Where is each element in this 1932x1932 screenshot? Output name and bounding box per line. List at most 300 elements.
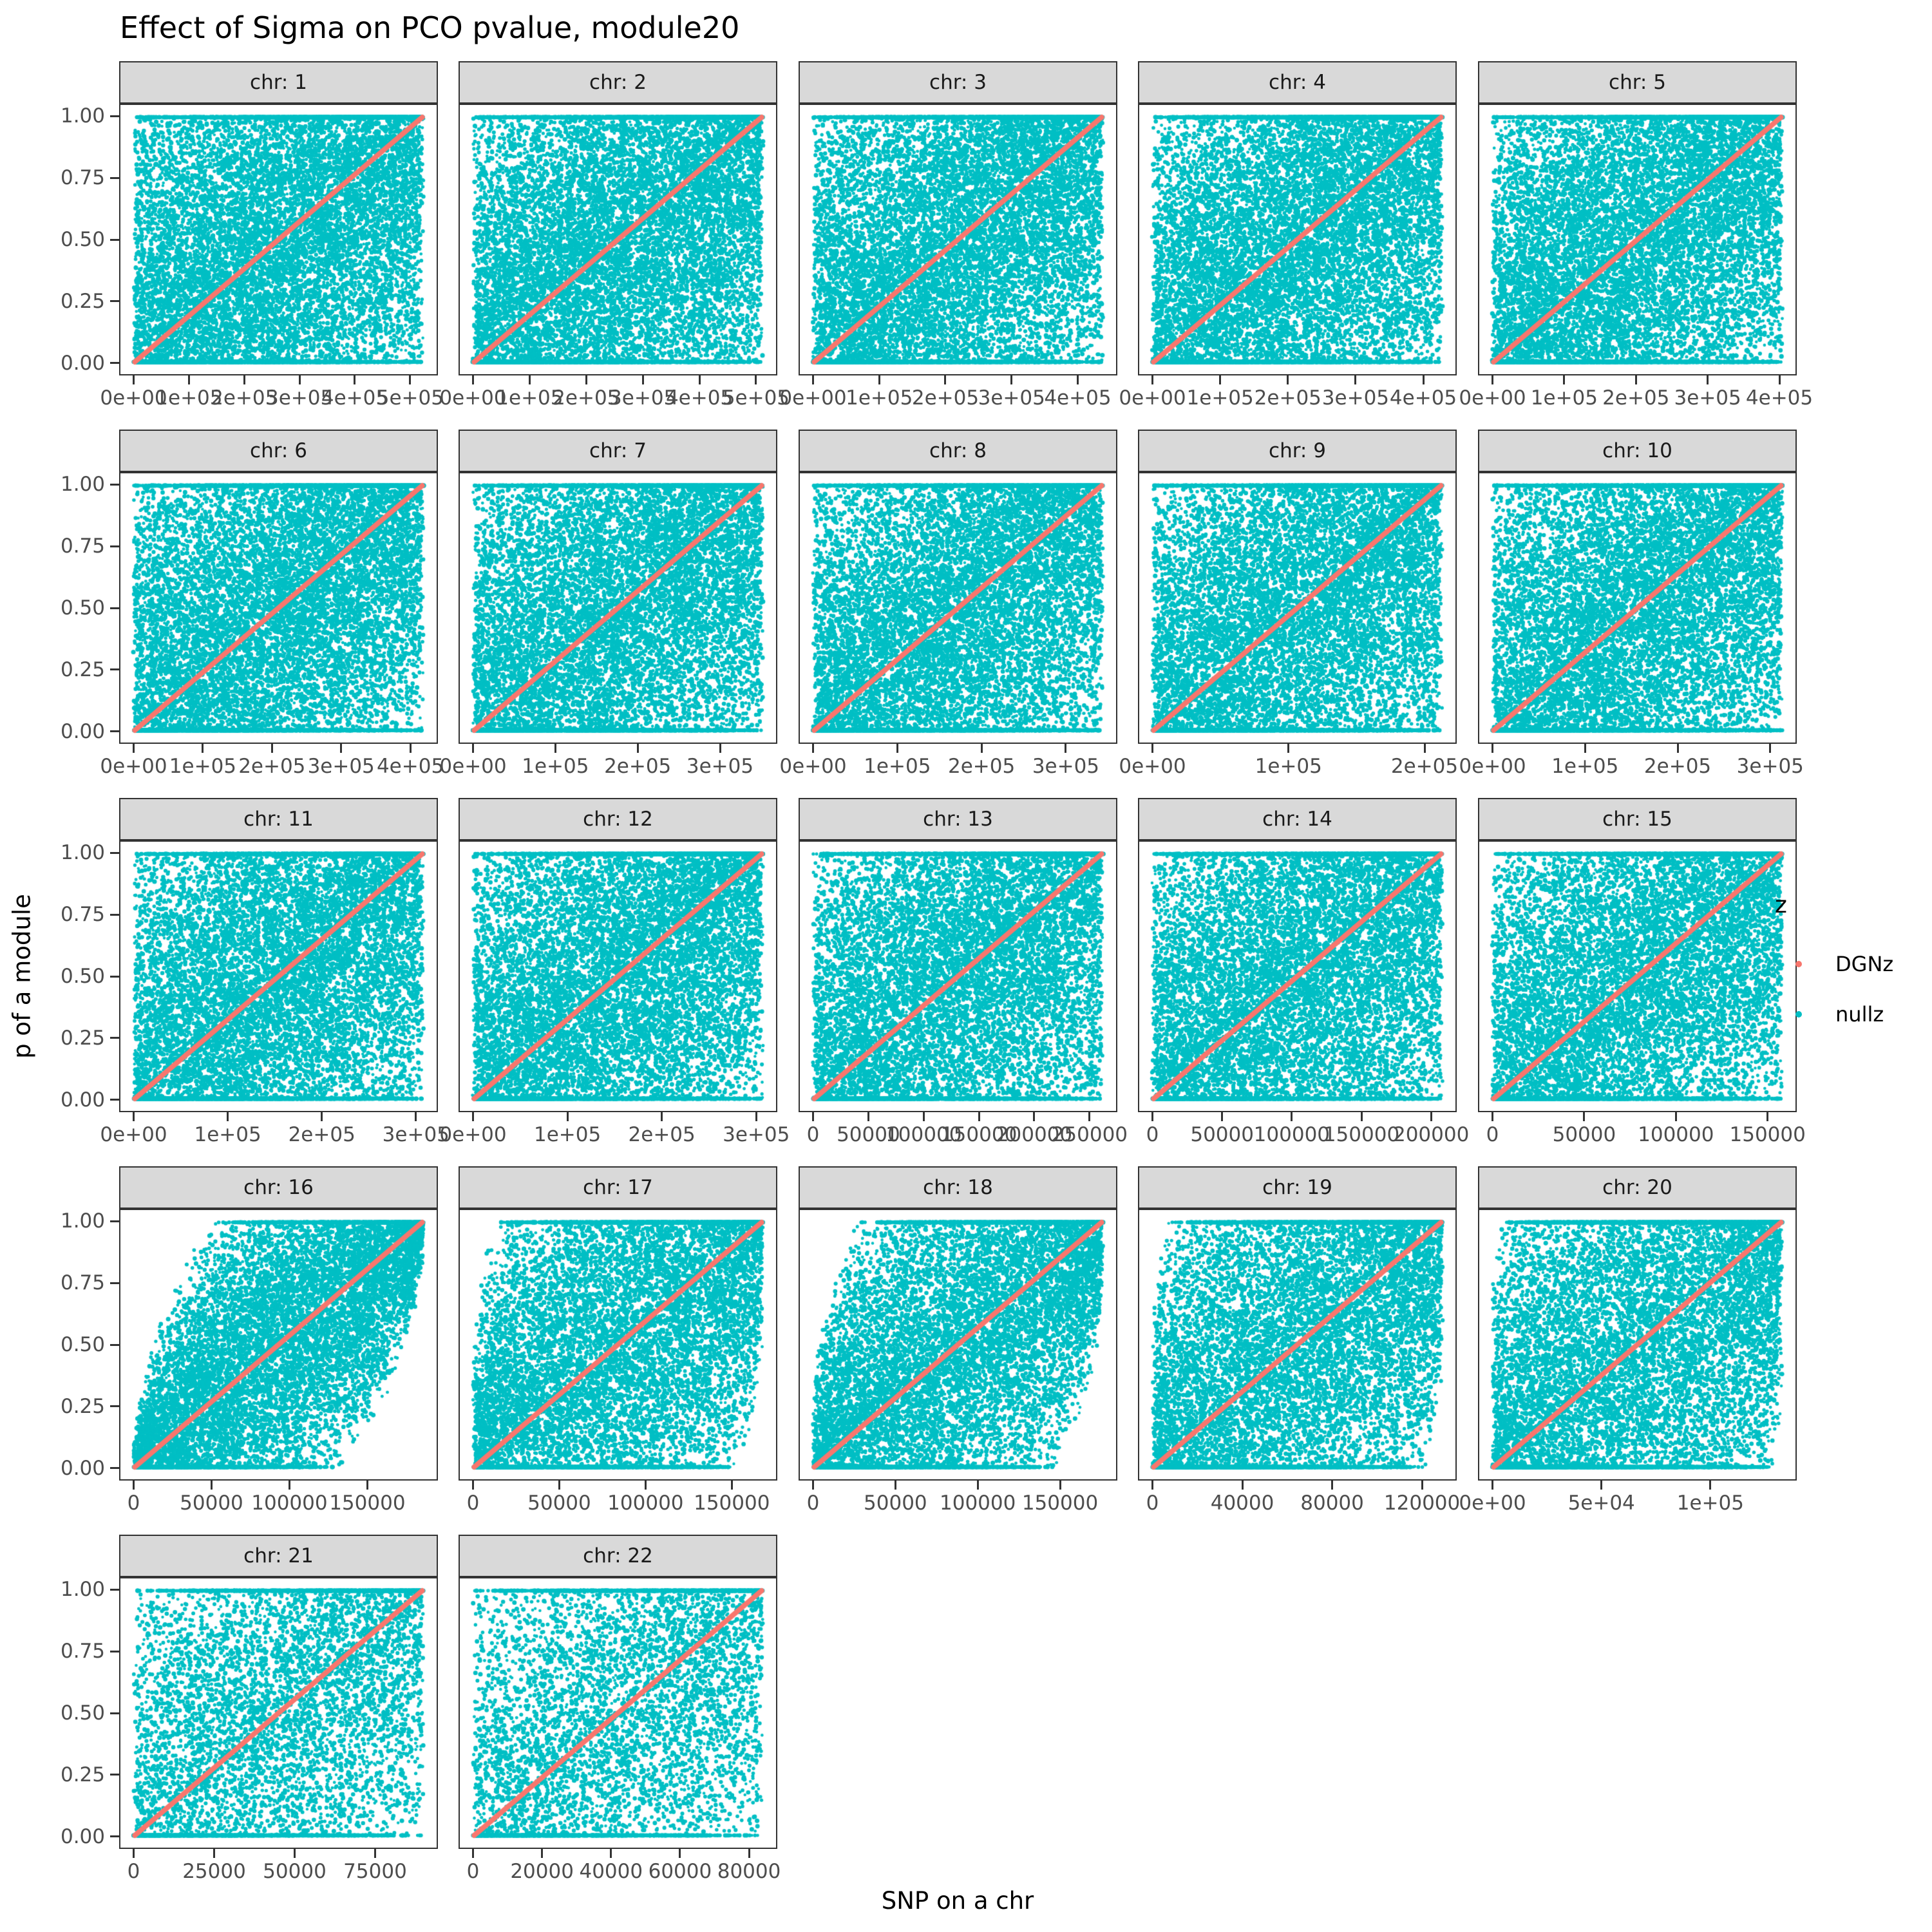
y-tick-label: 1.00: [60, 841, 105, 865]
x-tick-label: 2e+05: [553, 386, 620, 410]
legend-title: z: [1775, 892, 1787, 918]
facet-strip-6: chr: 6: [119, 430, 438, 472]
x-tick-label: 2e+05: [948, 755, 1016, 778]
x-tick-label: 3e+05: [1736, 755, 1804, 778]
scatter-canvas-19: [1139, 1210, 1455, 1479]
facet-panel-21: [119, 1577, 438, 1849]
x-tick-label: 3e+05: [382, 1123, 450, 1146]
y-tick-mark: [110, 914, 119, 916]
y-tick-mark: [110, 852, 119, 854]
y-tick-label: 1.00: [60, 1578, 105, 1602]
x-tick-mark: [812, 1481, 814, 1490]
facet-strip-7: chr: 7: [459, 430, 777, 472]
x-tick-mark: [1583, 1112, 1585, 1121]
x-tick-label: 0: [466, 1860, 480, 1883]
x-tick-label: 0e+00: [779, 755, 847, 778]
legend-entry-dgnz: [1772, 952, 1927, 976]
x-tick-label: 4e+05: [1745, 386, 1814, 410]
x-tick-mark: [1423, 375, 1425, 384]
scatter-canvas-13: [800, 842, 1116, 1111]
facet-strip-19: chr: 19: [1138, 1166, 1457, 1209]
y-tick-mark: [110, 300, 119, 302]
x-tick-mark: [1675, 1112, 1677, 1121]
scatter-canvas-17: [460, 1210, 776, 1479]
x-tick-mark: [188, 375, 190, 384]
x-tick-mark: [1492, 375, 1493, 384]
scatter-canvas-8: [800, 473, 1116, 743]
x-tick-mark: [294, 1849, 296, 1858]
x-tick-label: 1e+05: [846, 386, 913, 410]
x-tick-label: 150000: [694, 1492, 770, 1515]
facet-panel-6: [119, 472, 438, 744]
x-tick-label: 40000: [1210, 1492, 1274, 1515]
x-tick-mark: [679, 1849, 681, 1858]
scatter-canvas-2: [460, 105, 776, 374]
y-tick-label: 0.50: [60, 965, 105, 988]
x-tick-label: 3e+05: [1321, 386, 1390, 410]
x-tick-label: 0e+00: [439, 755, 507, 778]
y-tick-mark: [110, 115, 119, 117]
x-tick-label: 1e+05: [1551, 755, 1619, 778]
x-tick-mark: [1635, 375, 1637, 384]
facet-panel-12: [459, 840, 777, 1112]
x-tick-mark: [321, 1112, 323, 1121]
y-tick-mark: [110, 239, 119, 241]
x-tick-label: 2e+05: [1254, 386, 1321, 410]
x-tick-label: 1e+05: [1530, 386, 1598, 410]
y-tick-mark: [110, 607, 119, 609]
y-tick-mark: [110, 362, 119, 364]
y-tick-mark: [110, 177, 119, 179]
x-tick-label: 0: [127, 1860, 140, 1883]
scatter-canvas-1: [120, 105, 437, 374]
x-tick-mark: [1563, 375, 1565, 384]
x-tick-label: 1e+05: [1186, 386, 1254, 410]
x-tick-label: 1e+05: [1255, 755, 1322, 778]
x-tick-label: 3e+05: [1674, 386, 1741, 410]
x-tick-mark: [896, 744, 898, 753]
x-tick-label: 1e+05: [1676, 1492, 1744, 1515]
facet-panel-22: [459, 1577, 777, 1849]
x-tick-label: 250000: [1051, 1123, 1128, 1146]
x-tick-mark: [1010, 375, 1012, 384]
x-tick-mark: [1151, 1112, 1153, 1121]
x-tick-label: 0e+00: [1459, 1492, 1526, 1515]
scatter-canvas-11: [120, 842, 437, 1111]
x-tick-label: 0e+00: [779, 386, 847, 410]
x-tick-label: 80000: [1300, 1492, 1364, 1515]
x-tick-mark: [366, 1481, 368, 1490]
x-tick-label: 0: [1146, 1492, 1159, 1515]
x-tick-mark: [981, 744, 983, 753]
x-tick-label: 100000: [1638, 1123, 1714, 1146]
x-tick-mark: [1287, 375, 1289, 384]
x-tick-mark: [1088, 1112, 1090, 1121]
x-tick-mark: [409, 375, 411, 384]
x-tick-mark: [1707, 375, 1709, 384]
facet-panel-8: [799, 472, 1117, 744]
x-tick-mark: [1077, 375, 1079, 384]
facet-strip-13: chr: 13: [799, 798, 1117, 840]
y-tick-mark: [110, 1835, 119, 1837]
x-tick-mark: [812, 744, 814, 753]
y-tick-mark: [110, 484, 119, 486]
legend-label-nullz: nullz: [1835, 1002, 1884, 1027]
x-tick-label: 50000: [837, 1123, 900, 1146]
x-tick-label: 1e+05: [155, 386, 223, 410]
x-tick-label: 200000: [996, 1123, 1073, 1146]
x-tick-mark: [585, 375, 587, 384]
x-tick-label: 2e+05: [1390, 755, 1459, 778]
y-tick-mark: [110, 545, 119, 547]
x-tick-label: 150000: [1729, 1123, 1806, 1146]
x-tick-label: 50000: [864, 1492, 927, 1515]
y-tick-mark: [110, 1774, 119, 1776]
x-tick-label: 100000: [607, 1492, 684, 1515]
x-tick-label: 2e+05: [1602, 386, 1670, 410]
x-tick-label: 0e+00: [100, 755, 167, 778]
x-tick-label: 50000: [180, 1492, 243, 1515]
x-tick-mark: [1059, 1481, 1061, 1490]
x-tick-mark: [472, 1481, 474, 1490]
x-tick-mark: [472, 1849, 474, 1858]
y-tick-mark: [110, 730, 119, 732]
dgnz-point-icon: [1795, 961, 1802, 967]
y-tick-label: 0.25: [60, 658, 105, 681]
x-tick-mark: [755, 375, 757, 384]
x-tick-label: 0e+00: [100, 386, 167, 410]
x-tick-mark: [227, 1112, 229, 1121]
x-tick-label: 1e+05: [194, 1123, 261, 1146]
scatter-canvas-9: [1139, 473, 1455, 743]
x-tick-mark: [299, 375, 301, 384]
y-tick-label: 0.50: [60, 228, 105, 251]
x-tick-mark: [1291, 1112, 1293, 1121]
x-tick-mark: [1242, 1481, 1244, 1490]
scatter-canvas-5: [1479, 105, 1795, 374]
x-tick-mark: [1354, 375, 1356, 384]
y-tick-mark: [110, 1282, 119, 1284]
x-axis-title: SNP on a chr: [881, 1887, 1034, 1915]
y-tick-mark: [110, 1467, 119, 1469]
x-tick-mark: [645, 1481, 647, 1490]
facet-panel-13: [799, 840, 1117, 1112]
x-tick-mark: [719, 744, 721, 753]
x-tick-label: 25000: [182, 1860, 246, 1883]
facet-panel-2: [459, 104, 777, 375]
x-tick-mark: [271, 744, 273, 753]
facet-strip-17: chr: 17: [459, 1166, 777, 1209]
x-tick-mark: [731, 1481, 733, 1490]
facet-strip-15: chr: 15: [1478, 798, 1797, 840]
x-tick-mark: [374, 1849, 376, 1858]
scatter-canvas-22: [460, 1578, 776, 1848]
y-tick-label: 0.25: [60, 1026, 105, 1050]
x-tick-mark: [1492, 1112, 1493, 1121]
x-tick-label: 0: [127, 1492, 140, 1515]
x-tick-label: 2e+05: [211, 386, 278, 410]
x-tick-label: 1e+05: [496, 386, 564, 410]
x-tick-label: 2e+05: [911, 386, 980, 410]
x-tick-label: 4e+05: [321, 386, 389, 410]
x-tick-mark: [558, 1481, 560, 1490]
x-tick-mark: [748, 1849, 750, 1858]
x-tick-label: 2e+05: [238, 755, 306, 778]
y-tick-label: 0.00: [60, 351, 105, 375]
x-tick-mark: [1492, 744, 1493, 753]
x-tick-label: 0e+00: [1119, 755, 1186, 778]
y-tick-label: 0.75: [60, 903, 105, 927]
facet-panel-15: [1478, 840, 1797, 1112]
x-tick-mark: [133, 744, 135, 753]
y-tick-label: 0.00: [60, 1088, 105, 1112]
x-tick-label: 0e+00: [439, 386, 507, 410]
facet-panel-7: [459, 472, 777, 744]
x-tick-mark: [1361, 1112, 1363, 1121]
x-tick-label: 5e+05: [722, 386, 790, 410]
x-tick-label: 75000: [343, 1860, 407, 1883]
x-tick-label: 0: [1486, 1123, 1499, 1146]
x-tick-label: 2e+05: [604, 755, 672, 778]
facet-strip-14: chr: 14: [1138, 798, 1457, 840]
facet-strip-2: chr: 2: [459, 61, 777, 104]
facet-panel-16: [119, 1209, 438, 1481]
x-tick-label: 2e+05: [628, 1123, 696, 1146]
x-tick-label: 0e+00: [1459, 386, 1526, 410]
x-tick-mark: [133, 1481, 135, 1490]
x-tick-label: 20000: [510, 1860, 574, 1883]
x-tick-label: 4e+05: [1044, 386, 1112, 410]
legend: [1772, 892, 1927, 1052]
facet-panel-18: [799, 1209, 1117, 1481]
x-tick-mark: [867, 1112, 869, 1121]
y-tick-mark: [110, 1405, 119, 1407]
y-axis-title: p of a module: [8, 894, 36, 1059]
scatter-canvas-14: [1139, 842, 1455, 1111]
facet-panel-19: [1138, 1209, 1457, 1481]
x-tick-mark: [755, 1112, 757, 1121]
x-tick-mark: [642, 375, 644, 384]
facet-panel-4: [1138, 104, 1457, 375]
x-tick-mark: [243, 375, 245, 384]
y-tick-mark: [110, 1344, 119, 1346]
x-tick-label: 0: [806, 1123, 820, 1146]
x-tick-mark: [415, 1112, 417, 1121]
y-tick-mark: [110, 1220, 119, 1222]
x-tick-mark: [1584, 744, 1586, 753]
facet-strip-10: chr: 10: [1478, 430, 1797, 472]
x-tick-mark: [133, 375, 135, 384]
x-tick-mark: [1709, 1481, 1711, 1490]
facet-strip-11: chr: 11: [119, 798, 438, 840]
x-tick-mark: [554, 744, 556, 753]
scatter-canvas-4: [1139, 105, 1455, 374]
scatter-canvas-12: [460, 842, 776, 1111]
x-tick-mark: [1779, 375, 1781, 384]
x-tick-mark: [699, 375, 701, 384]
x-tick-mark: [211, 1481, 213, 1490]
facet-panel-3: [799, 104, 1117, 375]
x-tick-label: 2e+05: [1643, 755, 1712, 778]
facet-strip-3: chr: 3: [799, 61, 1117, 104]
x-tick-label: 50000: [1190, 1123, 1254, 1146]
legend-entry-nullz: [1772, 1002, 1927, 1027]
facet-strip-21: chr: 21: [119, 1535, 438, 1577]
x-tick-mark: [410, 744, 412, 753]
x-tick-label: 100000: [1253, 1123, 1331, 1146]
y-tick-label: 0.75: [60, 166, 105, 190]
x-tick-mark: [1287, 744, 1289, 753]
x-tick-label: 4e+05: [665, 386, 734, 410]
x-tick-label: 60000: [648, 1860, 712, 1883]
x-tick-mark: [1424, 744, 1426, 753]
facet-strip-18: chr: 18: [799, 1166, 1117, 1209]
y-tick-mark: [110, 1589, 119, 1591]
nullz-point-icon: [1795, 1011, 1802, 1018]
x-tick-mark: [1766, 1112, 1768, 1121]
x-tick-mark: [1331, 1481, 1333, 1490]
x-tick-mark: [472, 744, 474, 753]
facet-panel-20: [1478, 1209, 1797, 1481]
x-tick-label: 80000: [717, 1860, 781, 1883]
x-tick-mark: [944, 375, 946, 384]
x-tick-mark: [1033, 1112, 1035, 1121]
x-tick-label: 0e+00: [1119, 386, 1186, 410]
facet-strip-4: chr: 4: [1138, 61, 1457, 104]
scatter-canvas-15: [1479, 842, 1795, 1111]
y-tick-mark: [110, 1651, 119, 1653]
x-tick-mark: [1151, 375, 1153, 384]
y-tick-mark: [110, 1037, 119, 1039]
y-tick-label: 1.00: [60, 473, 105, 497]
x-tick-mark: [1421, 1481, 1423, 1490]
x-tick-mark: [895, 1481, 896, 1490]
x-tick-label: 1e+05: [169, 755, 237, 778]
x-tick-mark: [1492, 1481, 1493, 1490]
x-tick-label: 5e+04: [1567, 1492, 1635, 1515]
scatter-canvas-3: [800, 105, 1116, 374]
x-tick-label: 40000: [579, 1860, 643, 1883]
x-tick-mark: [541, 1849, 543, 1858]
facet-panel-14: [1138, 840, 1457, 1112]
scatter-canvas-18: [800, 1210, 1116, 1479]
x-tick-mark: [610, 1849, 612, 1858]
x-tick-mark: [1221, 1112, 1223, 1121]
scatter-canvas-20: [1479, 1210, 1795, 1479]
x-tick-label: 0: [466, 1492, 480, 1515]
y-tick-label: 0.25: [60, 289, 105, 313]
x-tick-mark: [472, 375, 474, 384]
facet-panel-10: [1478, 472, 1797, 744]
x-tick-label: 3e+05: [686, 755, 754, 778]
x-tick-mark: [878, 375, 880, 384]
facet-strip-1: chr: 1: [119, 61, 438, 104]
x-tick-label: 3e+05: [723, 1123, 790, 1146]
facet-strip-22: chr: 22: [459, 1535, 777, 1577]
x-tick-label: 5e+05: [376, 386, 444, 410]
x-tick-label: 3e+05: [1032, 755, 1100, 778]
y-tick-label: 0.25: [60, 1763, 105, 1786]
x-tick-mark: [567, 1112, 569, 1121]
x-tick-label: 100000: [940, 1492, 1016, 1515]
x-tick-label: 3e+05: [978, 386, 1045, 410]
x-tick-mark: [133, 1112, 135, 1121]
x-tick-label: 1e+05: [533, 1123, 601, 1146]
x-tick-label: 50000: [1552, 1123, 1616, 1146]
y-tick-mark: [110, 1099, 119, 1101]
x-tick-mark: [1065, 744, 1066, 753]
x-tick-mark: [1430, 1112, 1432, 1121]
y-tick-mark: [110, 1712, 119, 1714]
x-tick-label: 4e+05: [1389, 386, 1457, 410]
x-tick-mark: [1151, 1481, 1153, 1490]
x-tick-mark: [1600, 1481, 1602, 1490]
x-tick-label: 0: [1146, 1123, 1159, 1146]
x-tick-label: 4e+05: [376, 755, 444, 778]
facet-panel-11: [119, 840, 438, 1112]
x-tick-label: 120000: [1383, 1492, 1461, 1515]
y-tick-label: 1.00: [60, 1209, 105, 1233]
x-tick-mark: [354, 375, 355, 384]
x-tick-mark: [637, 744, 639, 753]
x-tick-mark: [1677, 744, 1679, 753]
x-tick-mark: [812, 375, 814, 384]
x-tick-mark: [472, 1112, 474, 1121]
facet-panel-1: [119, 104, 438, 375]
x-tick-label: 0e+00: [439, 1123, 507, 1146]
y-tick-label: 0.00: [60, 1456, 105, 1480]
x-tick-label: 150000: [1323, 1123, 1400, 1146]
x-tick-label: 1e+05: [522, 755, 589, 778]
facet-panel-17: [459, 1209, 777, 1481]
y-tick-label: 1.00: [60, 104, 105, 128]
x-tick-mark: [978, 1112, 980, 1121]
scatter-canvas-7: [460, 473, 776, 743]
facet-strip-9: chr: 9: [1138, 430, 1457, 472]
x-tick-label: 200000: [1392, 1123, 1470, 1146]
x-tick-label: 1e+05: [864, 755, 931, 778]
x-tick-mark: [213, 1849, 215, 1858]
x-tick-mark: [289, 1481, 290, 1490]
x-tick-label: 0e+00: [100, 1123, 167, 1146]
x-tick-label: 50000: [263, 1860, 327, 1883]
y-tick-mark: [110, 668, 119, 670]
x-tick-label: 2e+05: [288, 1123, 355, 1146]
x-tick-label: 3e+05: [266, 386, 334, 410]
x-tick-label: 3e+05: [307, 755, 375, 778]
scatter-canvas-21: [120, 1578, 437, 1848]
x-tick-label: 150000: [1021, 1492, 1099, 1515]
x-tick-mark: [923, 1112, 925, 1121]
y-tick-label: 0.00: [60, 719, 105, 743]
y-tick-label: 0.75: [60, 535, 105, 558]
x-tick-label: 100000: [251, 1492, 328, 1515]
y-tick-label: 0.50: [60, 1333, 105, 1356]
y-tick-label: 0.75: [60, 1271, 105, 1295]
x-tick-mark: [133, 1849, 135, 1858]
scatter-canvas-6: [120, 473, 437, 743]
y-tick-label: 0.75: [60, 1640, 105, 1663]
y-tick-label: 0.50: [60, 596, 105, 620]
y-tick-label: 0.25: [60, 1394, 105, 1418]
y-tick-label: 0.50: [60, 1701, 105, 1725]
x-tick-label: 50000: [527, 1492, 591, 1515]
x-tick-label: 150000: [940, 1123, 1018, 1146]
y-tick-label: 0.00: [60, 1824, 105, 1848]
x-tick-mark: [977, 1481, 979, 1490]
x-tick-label: 0e+00: [1459, 755, 1526, 778]
x-tick-mark: [1151, 744, 1153, 753]
